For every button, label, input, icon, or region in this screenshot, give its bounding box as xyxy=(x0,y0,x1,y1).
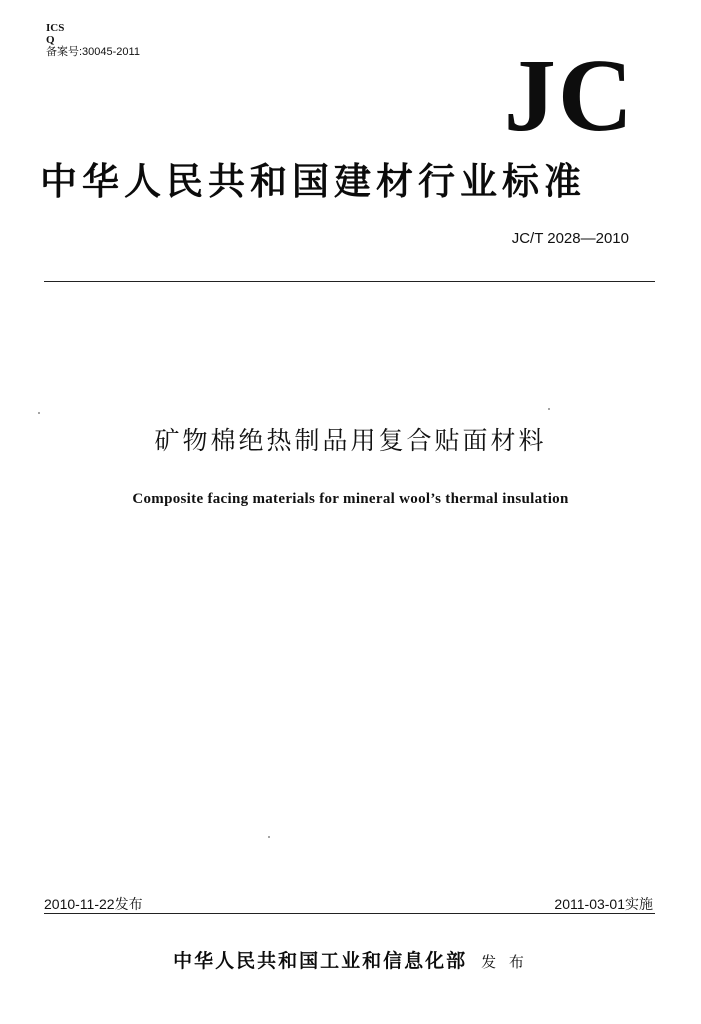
document-title-cn: 矿物棉绝热制品用复合贴面材料 xyxy=(154,426,547,455)
document-title-en: Composite facing materials for mineral wool’s thermal insulation xyxy=(132,491,569,507)
standard-title: 中华人民共和国建材行业标准 xyxy=(40,160,586,203)
publisher-action: 发 布 xyxy=(481,953,528,971)
scan-speck xyxy=(548,408,550,410)
filing-number: 备案号:30045-2011 xyxy=(46,46,140,58)
bottom-divider xyxy=(44,913,655,914)
classification-code: Q xyxy=(46,34,55,46)
scan-speck xyxy=(38,412,40,414)
standard-number: JC/T 2028—2010 xyxy=(511,230,629,247)
publisher-name: 中华人民共和国工业和信息化部 xyxy=(173,950,468,972)
publisher-line xyxy=(0,946,701,973)
issue-date: 2010-11-22发布 xyxy=(44,896,143,912)
top-divider xyxy=(44,281,655,282)
implementation-date: 2011-03-01实施 xyxy=(554,896,653,912)
ics-code: ICS xyxy=(46,22,65,34)
scan-speck xyxy=(268,836,270,838)
meta-block xyxy=(46,22,140,58)
jc-logo: JC xyxy=(503,38,635,153)
